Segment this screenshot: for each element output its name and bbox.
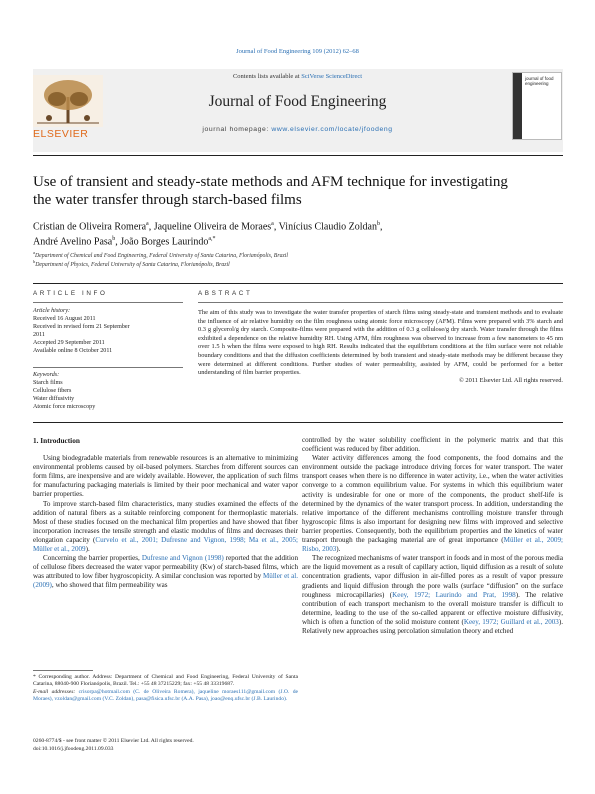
journal-reference[interactable]: Journal of Food Engineering 109 (2012) 62–68 — [236, 48, 359, 55]
author-name[interactable]: André Avelino Pasa — [33, 236, 113, 248]
header-divider — [33, 155, 563, 156]
citation-link[interactable]: Dufresne and Vignon (1998) — [141, 554, 224, 563]
keywords-label: Keywords: — [33, 372, 60, 378]
affiliation-b: $^b$Department of Physics, Federal University of Santa Catarina, Florianópolis, Brazil — [33, 259, 230, 268]
citation-link[interactable]: Keey, 1972; Laurindo and Prat, 1998 — [392, 590, 516, 599]
article-info-divider — [33, 302, 183, 303]
keyword: Water diffusivity — [33, 396, 75, 402]
keyword: Cellulose fibers — [33, 388, 72, 394]
keyword: Starch films — [33, 380, 63, 386]
history-label: Article history: — [33, 308, 71, 314]
keywords-block — [33, 371, 183, 411]
citation-link[interactable]: Müller et al. (2009) — [33, 572, 298, 590]
body-paragraph: Using biodegradable materials from renewable resources is an alternative to minimizing environmental problems caused by oil-based polymers. Starches from different sources can form films, are inexpensive and are widely available. However, the application of such films for manufacturing packaging materials is limited by their poor mechanical and water vapor barrier properties. — [33, 454, 298, 499]
article-history — [33, 307, 183, 355]
abstract-heading: ABSTRACT — [198, 290, 253, 297]
authors-line-1: Cristian de Oliveira Romera$^a$, Jaqueline Oliveira de Moraes$^a$, Vinícius Claudio Zoldan$^b$, — [33, 221, 383, 233]
author-name[interactable]: João Borges Laurindo — [120, 236, 209, 248]
author-name[interactable]: Cristian de Oliveira Romera — [33, 221, 147, 233]
abstract-divider — [198, 302, 563, 303]
section-heading-introduction: 1. Introduction — [33, 436, 80, 445]
body-paragraph: Water activity differences among the food components, the food domains and the environment outside the package introduce driving forces for water transport. The water transport ceases when there is no difference in water activity, i.e., when the water activities converge to a common equilibrium value. For systems in which this equilibrium water activity is undesirable for one or more of the components, the product shelf-life is determined by the dynamics of the water transport process. In addition, understanding the relative importance of the different mechanisms controlling moisture transfer through hygroscopic films is also important for designing new films with improved and selective barrier properties. Consequently, both the equilibrium properties and the kinetics of water transport through the packaging material are of great importance (Müller et al., 2009; Risbo, 2003). — [302, 454, 563, 554]
email-links[interactable]: crisorpa@hotmail.com (C. de Oliveira Romera), jaqueline moraes111@gmail.com (J.O. de Moraes), vzoldan@gmail.com (V.C. Zoldan), pasa@fisica.ufsc.br (A.A. Pasa), joao@enq.ufsc.br (J.B. Laurindo). — [33, 688, 299, 702]
author-list — [33, 218, 563, 249]
cover-spine — [513, 73, 522, 139]
contents-availability: Contents lists available at SciVerse ScienceDirect — [232, 73, 363, 80]
right-column — [302, 436, 563, 636]
citation-link[interactable]: Keey, 1972; Guillard et al., 2003 — [463, 617, 559, 626]
citation-link[interactable]: Curvelo et al., 2001; Dufresne and Vignon, 1998; Ma et al., 2005; Müller et al., 2009 — [33, 535, 299, 554]
affiliation-divider — [33, 283, 563, 284]
authors-line-2: André Avelino Pasa$^b$, João Borges Laurindo$^{a,*}$ — [33, 236, 216, 248]
article-info-heading: ARTICLE INFO — [33, 290, 108, 297]
journal-cover-thumbnail — [512, 72, 562, 140]
body-paragraph: Concerning the barrier properties, Dufresne and Vignon (1998) reported that the addition of cellulose fibers decreased the water vapor permeability (Kw) of starch-based films, which was attributed to low fiber hygroscopicity. A similar conclusion was reported by Müller et al. (2009), who showed that film permeability was — [33, 554, 299, 590]
issn-line: 0260-8774/$ - see front matter © 2011 Elsevier Ltd. All rights reserved. — [33, 738, 194, 744]
left-column — [33, 436, 298, 591]
author-name[interactable]: Jaqueline Oliveira de Moraes — [153, 221, 272, 233]
body-paragraph: The recognized mechanisms of water transport in foods and in most of the porous media are the liquid movement as a result of capillary action, liquid diffusion as a result of solute concentration gradients, vapor diffusion in air-filled pores as a result of vapor pressure gradients and liquid diffusion through the pore walls (surface “diffusion” on the surface roughness microcapillaries) (Keey, 1972; Laurindo and Prat, 1998). The relative contribution of each transport mechanism to the overall moisture transfer is difficult to determine, leading to the use of the so-called apparent or effective moisture diffusivity, which is often a function of the solid moisture content (Keey, 1972; Guillard et al., 2003). Relatively new approaches using percolation simulation theory and etched — [302, 554, 563, 635]
article-title: Use of transient and steady-state methods and AFM technique for investigating the water transfer through starch-based films — [33, 174, 508, 208]
author-name[interactable]: Vinícius Claudio Zoldan — [278, 221, 377, 233]
history-item: Received in revised form 21 September — [33, 324, 130, 330]
body-paragraph: To improve starch-based film characteristics, many studies examined the effects of the addition of natural fibers as a suitable reinforcing component for thermoplastic materials. Most of these studies focused on the mechanical film properties and have showed that fiber incorporation increases the tensile strength and elastic modulus of films and decreases their elongation capacity (Curvelo et al., 2001; Dufresne and Vignon, 1998; Ma et al., 2005; Müller et al., 2009). — [33, 499, 299, 554]
abstract-bottom-divider — [33, 422, 563, 423]
history-item: Available online 8 October 2011 — [33, 348, 113, 354]
cover-title: journal of food engineering — [525, 76, 554, 86]
body-paragraph: controlled by the water solubility coefficient in the polymeric matrix and that this coefficient was reduced by fiber addition. — [302, 436, 563, 454]
citation-link[interactable]: Müller et al., 2009; Risbo, 2003 — [302, 536, 563, 554]
history-item: Accepted 29 September 2011 — [33, 340, 105, 346]
corresponding-author-footnote: * Corresponding author. Address: Department of Chemical and Food Engineering, Federal University of Santa Catarina, 88040-900 Florianópolis, Brazil. Tel.: +55 48 37215229; fax: +55 48 33319687. E-mail addresses: crisorpa@hotmail.com (C. de Oliveira Romera), jaqueline moraes111@gmail.com (J.O. de Moraes), vzoldan@gmail.com (V.C. Zoldan), pasa@fisica.ufsc.br (A.A. Pasa), joao@enq.ufsc.br (J.B. Laurindo). — [33, 674, 299, 702]
abstract-text: The aim of this study was to investigate the water transfer properties of starch films using steady-state and transient methods and to evaluate the influence of air relative humidity on the film roughness using atomic force microscopy (AFM). Films were prepared with 3% starch and 0.3 g glycerol/g dry starch. Composite-films were prepared with the addition of 0.3 g cellulose/g dry starch. Water transfer through the films exhibited a dependence on the relative humidity RH. Using AFM, film roughness was observed to increase from a few nanometers to 45 nm over 1.5 h when the films were exposed to high RH. Results indicated that the equilibrium conditions at the film surface were not reliable boundary conditions and that the diffusion coefficients determined by both transient and steady-state methods may be different because they were determined at different conditions. Further studies of water permeability, assisted by AFM, could be performed for a better understanding of film barrier properties. — [198, 309, 563, 377]
email-addresses: E-mail addresses: crisorpa@hotmail.com (C. de Oliveira Romera), jaqueline moraes111@gmail.com (J.O. de Moraes), vzoldan@gmail.com (V.C. Zoldan), pasa@fisica.ufsc.br (A.A. Pasa), joao@enq.ufsc.br (J.B. Laurindo). — [33, 688, 299, 702]
journal-homepage: journal homepage: www.elsevier.com/locate/jfoodeng — [202, 126, 393, 133]
keywords-divider — [33, 367, 183, 368]
sciencedirect-link[interactable]: SciVerse ScienceDirect — [301, 73, 363, 80]
homepage-url-link[interactable]: www.elsevier.com/locate/jfoodeng — [271, 126, 393, 133]
doi-link[interactable]: doi:10.1016/j.jfoodeng.2011.09.033 — [33, 746, 114, 752]
abstract-copyright: © 2011 Elsevier Ltd. All rights reserved. — [458, 377, 563, 384]
elsevier-wordmark: ELSEVIER — [33, 128, 89, 140]
footnote-divider — [33, 670, 93, 671]
keyword: Atomic force microscopy — [33, 404, 96, 410]
journal-title: Journal of Food Engineering — [208, 93, 387, 110]
history-item: Received 16 August 2011 — [33, 316, 96, 322]
history-item: 2011 — [33, 332, 45, 338]
affiliation-a: $^a$Department of Chemical and Food Engineering, Federal University of Santa Catarina, Florianópolis, Brazil — [33, 250, 288, 259]
